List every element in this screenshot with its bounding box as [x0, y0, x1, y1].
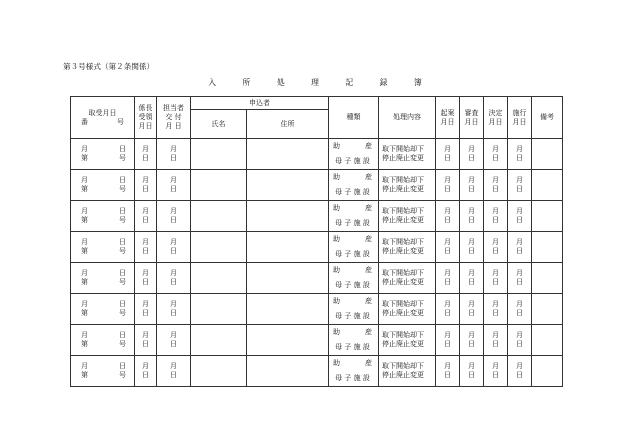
header-enforce: 施行 月日 [508, 97, 532, 139]
staff-date-cell[interactable]: 月 日 [157, 325, 191, 356]
table-row [71, 294, 563, 325]
receipt-cell[interactable]: 月 日 第 号 [71, 201, 135, 232]
staff-date-cell[interactable]: 月 日 [157, 294, 191, 325]
review-date-cell[interactable]: 月 日 [460, 263, 484, 294]
content-cell[interactable]: 取下開始却下 停止廃止変更 [379, 232, 436, 263]
content-cell[interactable]: 取下開始却下 停止廃止変更 [379, 263, 436, 294]
review-date-cell[interactable]: 月 日 [460, 139, 484, 170]
enforce-date-cell[interactable]: 月 日 [508, 356, 532, 387]
kind-cell[interactable]: 助 産 母 子 施 設 [329, 139, 379, 170]
name-cell[interactable] [191, 170, 247, 201]
header-review: 審査 月日 [460, 97, 484, 139]
chief-date-cell[interactable]: 月 日 [135, 263, 157, 294]
address-cell[interactable] [247, 325, 329, 356]
decision-date-cell[interactable]: 月 日 [484, 356, 508, 387]
chief-date-cell[interactable]: 月 日 [135, 201, 157, 232]
enforce-date-cell[interactable]: 月 日 [508, 170, 532, 201]
content-cell[interactable]: 取下開始却下 停止廃止変更 [379, 170, 436, 201]
remarks-cell[interactable] [532, 139, 563, 170]
kind-cell[interactable]: 助 産 母 子 施 設 [329, 170, 379, 201]
content-cell[interactable]: 取下開始却下 停止廃止変更 [379, 139, 436, 170]
review-date-cell[interactable]: 月 日 [460, 325, 484, 356]
header-remarks: 備考 [532, 97, 563, 139]
table-row [71, 356, 563, 387]
header-receipt: 取受月日 番 号 [71, 97, 135, 139]
header-decision: 決定 月日 [484, 97, 508, 139]
address-cell[interactable] [247, 263, 329, 294]
staff-date-cell[interactable]: 月 日 [157, 232, 191, 263]
kind-cell[interactable]: 助 産 母 子 施 設 [329, 294, 379, 325]
enforce-date-cell[interactable]: 月 日 [508, 232, 532, 263]
address-cell[interactable] [247, 294, 329, 325]
review-date-cell[interactable]: 月 日 [460, 356, 484, 387]
receipt-cell[interactable]: 月 日 第 号 [71, 139, 135, 170]
name-cell[interactable] [191, 201, 247, 232]
draft-date-cell[interactable]: 月 日 [436, 356, 460, 387]
staff-date-cell[interactable]: 月 日 [157, 201, 191, 232]
chief-date-cell[interactable]: 月 日 [135, 356, 157, 387]
decision-date-cell[interactable]: 月 日 [484, 294, 508, 325]
record-rows [71, 139, 563, 387]
header-kind: 種類 [329, 97, 379, 139]
kind-cell[interactable]: 助 産 母 子 施 設 [329, 356, 379, 387]
content-cell[interactable]: 取下開始却下 停止廃止変更 [379, 325, 436, 356]
name-cell[interactable] [191, 325, 247, 356]
content-cell[interactable]: 取下開始却下 停止廃止変更 [379, 201, 436, 232]
address-cell[interactable] [247, 139, 329, 170]
review-date-cell[interactable]: 月 日 [460, 294, 484, 325]
kind-cell[interactable]: 助 産 母 子 施 設 [329, 325, 379, 356]
remarks-cell[interactable] [532, 325, 563, 356]
header-applicant: 申込者 [191, 97, 329, 110]
content-cell[interactable]: 取下開始却下 停止廃止変更 [379, 294, 436, 325]
staff-date-cell[interactable]: 月 日 [157, 170, 191, 201]
decision-date-cell[interactable]: 月 日 [484, 263, 508, 294]
review-date-cell[interactable]: 月 日 [460, 170, 484, 201]
decision-date-cell[interactable]: 月 日 [484, 201, 508, 232]
remarks-cell[interactable] [532, 356, 563, 387]
draft-date-cell[interactable]: 月 日 [436, 201, 460, 232]
name-cell[interactable] [191, 356, 247, 387]
draft-date-cell[interactable]: 月 日 [436, 139, 460, 170]
table-row [71, 232, 563, 263]
draft-date-cell[interactable]: 月 日 [436, 232, 460, 263]
header-staff: 担当者 交 付 月 日 [157, 97, 191, 139]
staff-date-cell[interactable]: 月 日 [157, 263, 191, 294]
chief-date-cell[interactable]: 月 日 [135, 325, 157, 356]
record-table [70, 96, 563, 387]
table-row [71, 325, 563, 356]
content-cell[interactable]: 取下開始却下 停止廃止変更 [379, 356, 436, 387]
address-cell[interactable] [247, 356, 329, 387]
name-cell[interactable] [191, 263, 247, 294]
enforce-date-cell[interactable]: 月 日 [508, 263, 532, 294]
receipt-cell[interactable]: 月 日 第 号 [71, 294, 135, 325]
header-name: 氏名 [191, 110, 247, 139]
table-row [71, 139, 563, 170]
header-address: 住所 [247, 110, 329, 139]
draft-date-cell[interactable]: 月 日 [436, 325, 460, 356]
address-cell[interactable] [247, 232, 329, 263]
kind-cell[interactable]: 助 産 母 子 施 設 [329, 201, 379, 232]
header-draft: 起案 月日 [436, 97, 460, 139]
receipt-cell[interactable]: 月 日 第 号 [71, 325, 135, 356]
header-chief: 係長 受領 月日 [135, 97, 157, 139]
form-label: 第３号様式（第２条関係） [63, 62, 155, 71]
table-row [71, 170, 563, 201]
name-cell[interactable] [191, 294, 247, 325]
address-cell[interactable] [247, 201, 329, 232]
address-cell[interactable] [247, 170, 329, 201]
enforce-date-cell[interactable]: 月 日 [508, 325, 532, 356]
draft-date-cell[interactable]: 月 日 [436, 263, 460, 294]
remarks-cell[interactable] [532, 201, 563, 232]
remarks-cell[interactable] [532, 294, 563, 325]
remarks-cell[interactable] [532, 263, 563, 294]
receipt-cell[interactable]: 月 日 第 号 [71, 232, 135, 263]
review-date-cell[interactable]: 月 日 [460, 201, 484, 232]
receipt-cell[interactable]: 月 日 第 号 [71, 263, 135, 294]
staff-date-cell[interactable]: 月 日 [157, 139, 191, 170]
enforce-date-cell[interactable]: 月 日 [508, 294, 532, 325]
remarks-cell[interactable] [532, 232, 563, 263]
decision-date-cell[interactable]: 月 日 [484, 232, 508, 263]
chief-date-cell[interactable]: 月 日 [135, 294, 157, 325]
table-row [71, 201, 563, 232]
draft-date-cell[interactable]: 月 日 [436, 170, 460, 201]
decision-date-cell[interactable]: 月 日 [484, 139, 508, 170]
page-title: 入 所 処 理 記 録 簿 [208, 78, 434, 87]
remarks-cell[interactable] [532, 170, 563, 201]
chief-date-cell[interactable]: 月 日 [135, 170, 157, 201]
header-content: 処理内容 [379, 97, 436, 139]
enforce-date-cell[interactable]: 月 日 [508, 201, 532, 232]
table-row [71, 263, 563, 294]
receipt-cell[interactable]: 月 日 第 号 [71, 356, 135, 387]
chief-date-cell[interactable]: 月 日 [135, 232, 157, 263]
decision-date-cell[interactable]: 月 日 [484, 325, 508, 356]
receipt-cell[interactable]: 月 日 第 号 [71, 170, 135, 201]
kind-cell[interactable]: 助 産 母 子 施 設 [329, 232, 379, 263]
draft-date-cell[interactable]: 月 日 [436, 294, 460, 325]
enforce-date-cell[interactable]: 月 日 [508, 139, 532, 170]
name-cell[interactable] [191, 232, 247, 263]
staff-date-cell[interactable]: 月 日 [157, 356, 191, 387]
chief-date-cell[interactable]: 月 日 [135, 139, 157, 170]
kind-cell[interactable]: 助 産 母 子 施 設 [329, 263, 379, 294]
decision-date-cell[interactable]: 月 日 [484, 170, 508, 201]
review-date-cell[interactable]: 月 日 [460, 232, 484, 263]
name-cell[interactable] [191, 139, 247, 170]
